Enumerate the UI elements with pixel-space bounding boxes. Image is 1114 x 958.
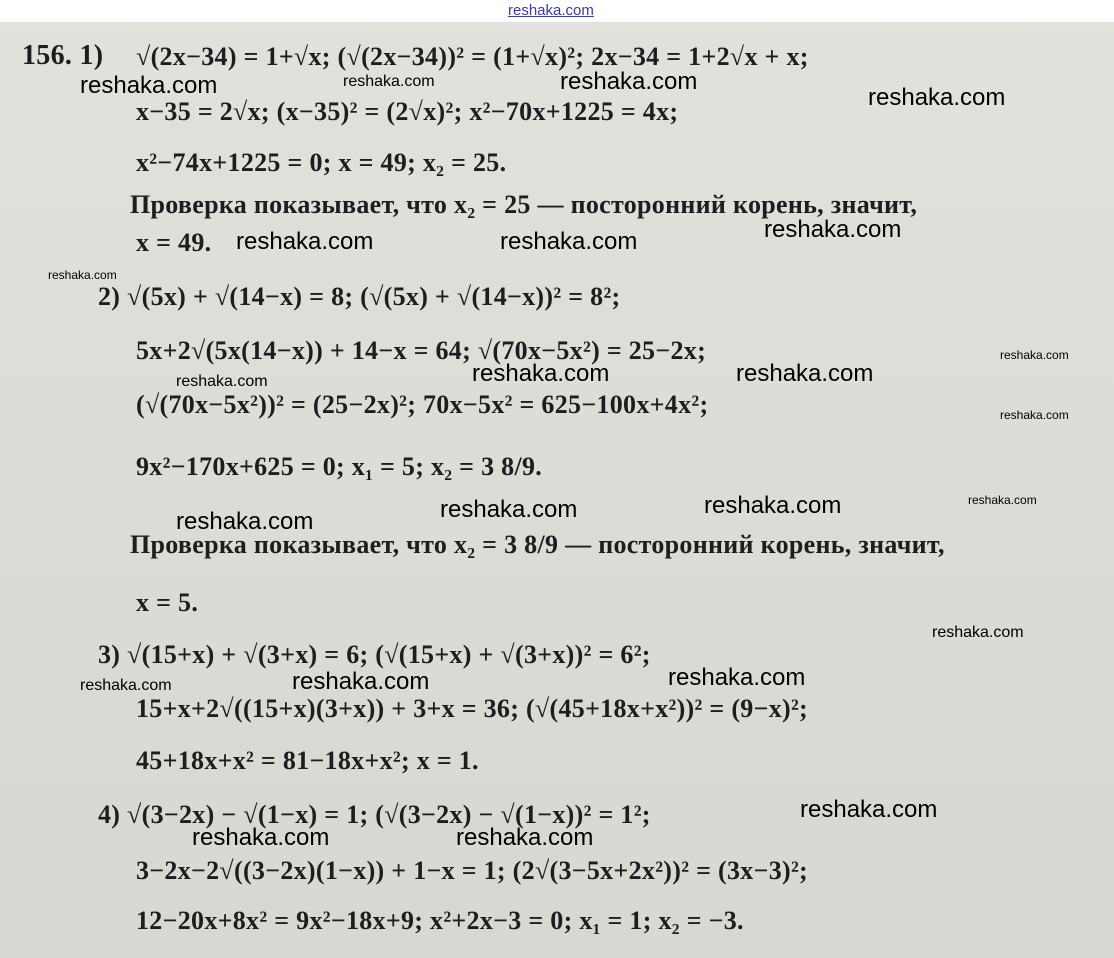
solution-line: 3) √(15+x) + √(3+x) = 6; (√(15+x) + √(3+x))² = 6²; <box>98 640 651 669</box>
solution-line: 3−2x−2√((3−2x)(1−x)) + 1−x = 1; (2√(3−5x+2x²))² = (3x−3)²; <box>136 856 809 885</box>
watermark: reshaka.com <box>80 677 172 694</box>
solution-line: 5x+2√(5x(14−x)) + 14−x = 64; √(70x−5x²) = 25−2x; <box>136 336 707 365</box>
watermark: reshaka.com <box>176 373 268 390</box>
solution-line: 4) √(3−2x) − √(1−x) = 1; (√(3−2x) − √(1−x))² = 1²; <box>98 800 651 829</box>
solution-line: (√(70x−5x²))² = (25−2x)²; 70x−5x² = 625−100x+4x²; <box>136 390 709 419</box>
watermark: reshaka.com <box>456 824 594 851</box>
solution-line: 9x²−170x+625 = 0; x₁ = 5; x₂ = 3 8/9. <box>136 452 543 481</box>
watermark: reshaka.com <box>236 228 374 255</box>
watermark: reshaka.com <box>1000 348 1069 362</box>
watermark: reshaka.com <box>292 668 430 695</box>
watermark: reshaka.com <box>440 496 578 523</box>
solution-line: √(2x−34) = 1+√x; (√(2x−34))² = (1+√x)²; 2x−34 = 1+2√x + x; <box>136 42 809 71</box>
watermark: reshaka.com <box>668 664 806 691</box>
watermark: reshaka.com <box>48 268 117 282</box>
watermark: reshaka.com <box>968 493 1037 507</box>
watermark: reshaka.com <box>704 492 842 519</box>
top-bar <box>0 0 1114 22</box>
solution-line: x−35 = 2√x; (x−35)² = (2√x)²; x²−70x+1225 = 4x; <box>136 97 679 126</box>
watermark: reshaka.com <box>343 73 435 90</box>
problem-number: 156. 1) <box>22 40 104 71</box>
solution-line: x²−74x+1225 = 0; x = 49; x₂ = 25. <box>136 148 507 177</box>
solution-line: x = 5. <box>136 588 199 617</box>
watermark: reshaka.com <box>736 360 874 387</box>
watermark: reshaka.com <box>80 72 218 99</box>
watermark: reshaka.com <box>500 228 638 255</box>
watermark: reshaka.com <box>560 68 698 95</box>
solution-line: Проверка показывает, что x₂ = 25 — посторонний корень, значит, <box>130 190 918 219</box>
watermark: reshaka.com <box>932 624 1024 641</box>
watermark: reshaka.com <box>1000 408 1069 422</box>
watermark: reshaka.com <box>764 216 902 243</box>
watermark: reshaka.com <box>868 84 1006 111</box>
solution-line: x = 49. <box>136 228 212 257</box>
solution-line: 2) √(5x) + √(14−x) = 8; (√(5x) + √(14−x))² = 8²; <box>98 282 621 311</box>
watermark: reshaka.com <box>192 824 330 851</box>
solution-line: Проверка показывает, что x₂ = 3 8/9 — посторонний корень, значит, <box>130 530 945 559</box>
solution-line: 45+18x+x² = 81−18x+x²; x = 1. <box>136 746 479 775</box>
watermark: reshaka.com <box>176 508 314 535</box>
solution-line: 15+x+2√((15+x)(3+x)) + 3+x = 36; (√(45+18x+x²))² = (9−x)²; <box>136 694 809 723</box>
solution-line: 12−20x+8x² = 9x²−18x+9; x²+2x−3 = 0; x₁ = 1; x₂ = −3. <box>136 906 744 935</box>
watermark: reshaka.com <box>472 360 610 387</box>
watermark: reshaka.com <box>800 796 938 823</box>
site-link[interactable]: reshaka.com <box>508 2 594 19</box>
